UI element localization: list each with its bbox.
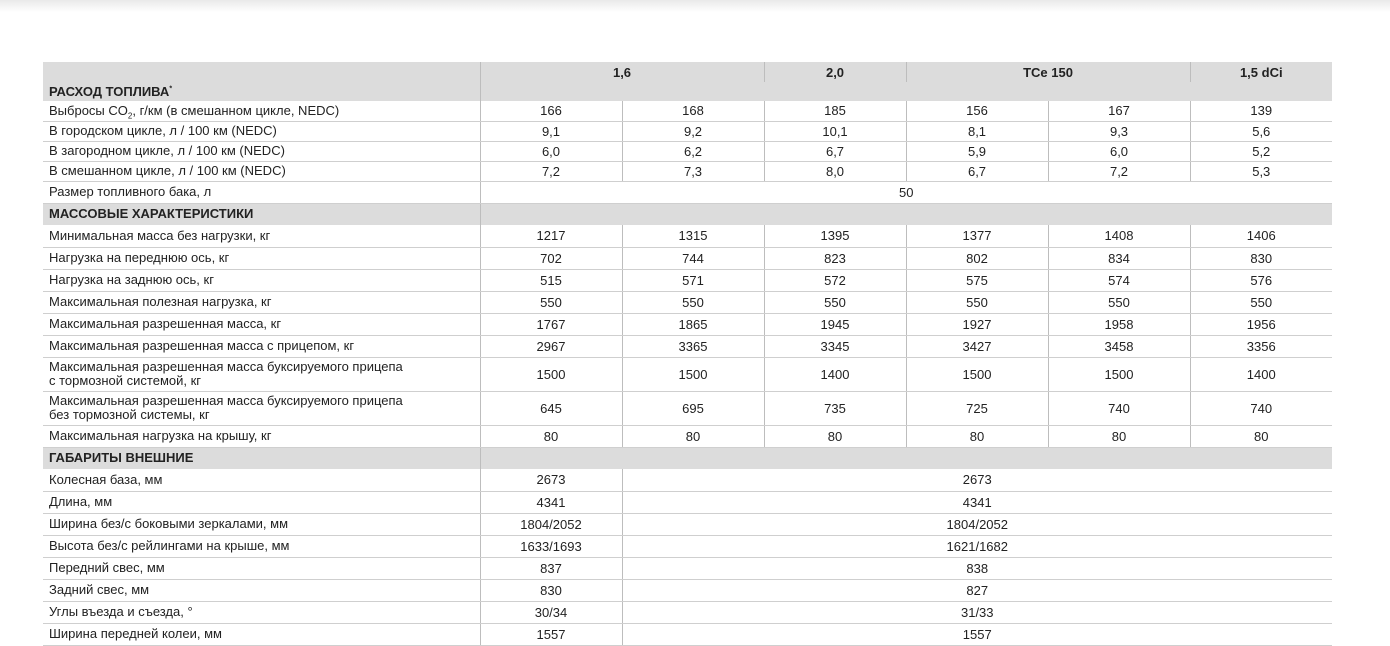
col-header-tce150: TCe 150 <box>906 62 1190 82</box>
cell: 1767 <box>480 313 622 335</box>
cell: 80 <box>764 425 906 447</box>
cell: 837 <box>480 557 622 579</box>
cell: 6,7 <box>906 161 1048 181</box>
viewer-top-shadow <box>0 0 1390 12</box>
table-row <box>43 161 1332 181</box>
cell: 550 <box>480 291 622 313</box>
cell: 6,2 <box>622 141 764 161</box>
cell: 735 <box>764 391 906 425</box>
row-label: Минимальная масса без нагрузки, кг <box>43 225 480 247</box>
row-label: Задний свес, мм <box>43 579 480 601</box>
cell: 6,0 <box>1048 141 1190 161</box>
section-title: МАССОВЫЕ ХАРАКТЕРИСТИКИ <box>43 203 480 225</box>
cell: 1865 <box>622 313 764 335</box>
row-label: Высота без/с рейлингами на крыше, мм <box>43 535 480 557</box>
table-row <box>43 623 1332 645</box>
cell: 7,2 <box>1048 161 1190 181</box>
cell: 166 <box>480 101 622 121</box>
row-label: Выбросы $CO_2$, г/км (в смешанном цикле, NEDC) <box>43 101 480 121</box>
col-header-1-5dci: 1,5 dCi <box>1190 62 1332 82</box>
cell: 1377 <box>906 225 1048 247</box>
cell: 3365 <box>622 335 764 357</box>
table-row <box>43 425 1332 447</box>
cell: 1958 <box>1048 313 1190 335</box>
cell-merged: 50 <box>480 181 1332 203</box>
cell: 1408 <box>1048 225 1190 247</box>
table-row <box>43 491 1332 513</box>
cell: 2967 <box>480 335 622 357</box>
cell: 3427 <box>906 335 1048 357</box>
cell: 571 <box>622 269 764 291</box>
cell: 550 <box>906 291 1048 313</box>
row-label: В смешанном цикле, л / 100 км (NEDC) <box>43 161 480 181</box>
table-row <box>43 247 1332 269</box>
row-label: Нагрузка на заднюю ось, кг <box>43 269 480 291</box>
cell: 80 <box>906 425 1048 447</box>
cell: 1400 <box>764 357 906 391</box>
row-label: Углы въезда и съезда, ° <box>43 601 480 623</box>
cell: 802 <box>906 247 1048 269</box>
cell: 702 <box>480 247 622 269</box>
cell: 167 <box>1048 101 1190 121</box>
cell: 80 <box>1048 425 1190 447</box>
row-label: Длина, мм <box>43 491 480 513</box>
row-label: В городском цикле, л / 100 км (NEDC) <box>43 121 480 141</box>
cell: 1500 <box>1048 357 1190 391</box>
cell: 574 <box>1048 269 1190 291</box>
cell: 823 <box>764 247 906 269</box>
row-label: Максимальная нагрузка на крышу, кг <box>43 425 480 447</box>
cell: 1956 <box>1190 313 1332 335</box>
section-fuel <box>43 82 1332 101</box>
cell: 5,6 <box>1190 121 1332 141</box>
table-row <box>43 121 1332 141</box>
cell: 139 <box>1190 101 1332 121</box>
cell-merged: 31/33 <box>622 601 1332 623</box>
cell-merged: 1621/1682 <box>622 535 1332 557</box>
table-row <box>43 335 1332 357</box>
cell: 830 <box>1190 247 1332 269</box>
cell: 645 <box>480 391 622 425</box>
specs-table <box>43 62 1332 646</box>
row-label: В загородном цикле, л / 100 км (NEDC) <box>43 141 480 161</box>
section-mass <box>43 203 1332 225</box>
header-corner <box>43 62 480 82</box>
cell: 8,1 <box>906 121 1048 141</box>
row-label: Максимальная разрешенная масса буксируемого прицепа с тормозной системой, кг <box>43 357 480 391</box>
cell-merged: 4341 <box>622 491 1332 513</box>
table-row <box>43 557 1332 579</box>
cell: 1217 <box>480 225 622 247</box>
cell: 695 <box>622 391 764 425</box>
cell: 185 <box>764 101 906 121</box>
row-label: Размер топливного бака, л <box>43 181 480 203</box>
row-label: Максимальная полезная нагрузка, кг <box>43 291 480 313</box>
cell: 1500 <box>622 357 764 391</box>
section-title: РАСХОД ТОПЛИВА* <box>43 82 480 101</box>
cell: 515 <box>480 269 622 291</box>
cell: 9,3 <box>1048 121 1190 141</box>
row-label: Передний свес, мм <box>43 557 480 579</box>
cell: 576 <box>1190 269 1332 291</box>
cell: 550 <box>1048 291 1190 313</box>
cell: 1945 <box>764 313 906 335</box>
cell: 80 <box>622 425 764 447</box>
table-row <box>43 141 1332 161</box>
row-label: Ширина передней колеи, мм <box>43 623 480 645</box>
cell: 830 <box>480 579 622 601</box>
cell: 3356 <box>1190 335 1332 357</box>
table-row <box>43 269 1332 291</box>
cell: 9,2 <box>622 121 764 141</box>
cell: 744 <box>622 247 764 269</box>
cell: 740 <box>1190 391 1332 425</box>
cell: 834 <box>1048 247 1190 269</box>
cell: 1804/2052 <box>480 513 622 535</box>
cell: 550 <box>1190 291 1332 313</box>
cell: 4341 <box>480 491 622 513</box>
cell: 6,7 <box>764 141 906 161</box>
cell: 1557 <box>480 623 622 645</box>
cell: 725 <box>906 391 1048 425</box>
col-header-1-6: 1,6 <box>480 62 764 82</box>
cell: 1633/1693 <box>480 535 622 557</box>
cell: 2673 <box>480 469 622 491</box>
cell: 9,1 <box>480 121 622 141</box>
cell-merged: 838 <box>622 557 1332 579</box>
cell: 80 <box>1190 425 1332 447</box>
cell-merged: 1557 <box>622 623 1332 645</box>
row-label: Максимальная разрешенная масса, кг <box>43 313 480 335</box>
cell: 6,0 <box>480 141 622 161</box>
cell: 1500 <box>480 357 622 391</box>
cell: 8,0 <box>764 161 906 181</box>
cell: 1400 <box>1190 357 1332 391</box>
cell: 5,9 <box>906 141 1048 161</box>
cell: 3458 <box>1048 335 1190 357</box>
row-label: Максимальная разрешенная масса буксируемого прицепа без тормозной системы, кг <box>43 391 480 425</box>
cell: 1395 <box>764 225 906 247</box>
col-header-2-0: 2,0 <box>764 62 906 82</box>
cell-merged: 1804/2052 <box>622 513 1332 535</box>
cell: 550 <box>622 291 764 313</box>
cell: 7,2 <box>480 161 622 181</box>
table-row <box>43 601 1332 623</box>
cell: 572 <box>764 269 906 291</box>
cell: 156 <box>906 101 1048 121</box>
table-row <box>43 513 1332 535</box>
cell: 740 <box>1048 391 1190 425</box>
row-label: Максимальная разрешенная масса с прицепом, кг <box>43 335 480 357</box>
table-row <box>43 291 1332 313</box>
cell: 550 <box>764 291 906 313</box>
cell: 5,2 <box>1190 141 1332 161</box>
table-row <box>43 101 1332 121</box>
table-row <box>43 181 1332 203</box>
table-row <box>43 313 1332 335</box>
cell: 1500 <box>906 357 1048 391</box>
table-row <box>43 225 1332 247</box>
cell-merged: 827 <box>622 579 1332 601</box>
table-row <box>43 535 1332 557</box>
cell: 1315 <box>622 225 764 247</box>
cell: 1927 <box>906 313 1048 335</box>
cell: 5,3 <box>1190 161 1332 181</box>
table-row <box>43 469 1332 491</box>
row-label: Колесная база, мм <box>43 469 480 491</box>
table-row <box>43 579 1332 601</box>
cell-merged: 2673 <box>622 469 1332 491</box>
cell: 1406 <box>1190 225 1332 247</box>
section-dimensions <box>43 447 1332 469</box>
engine-header-row <box>43 62 1332 82</box>
table-row <box>43 391 1332 425</box>
table-row <box>43 357 1332 391</box>
cell: 7,3 <box>622 161 764 181</box>
cell: 10,1 <box>764 121 906 141</box>
row-label: Ширина без/с боковыми зеркалами, мм <box>43 513 480 535</box>
cell: 80 <box>480 425 622 447</box>
cell: 3345 <box>764 335 906 357</box>
cell: 168 <box>622 101 764 121</box>
cell: 575 <box>906 269 1048 291</box>
section-title: ГАБАРИТЫ ВНЕШНИЕ <box>43 447 480 469</box>
cell: 30/34 <box>480 601 622 623</box>
row-label: Нагрузка на переднюю ось, кг <box>43 247 480 269</box>
